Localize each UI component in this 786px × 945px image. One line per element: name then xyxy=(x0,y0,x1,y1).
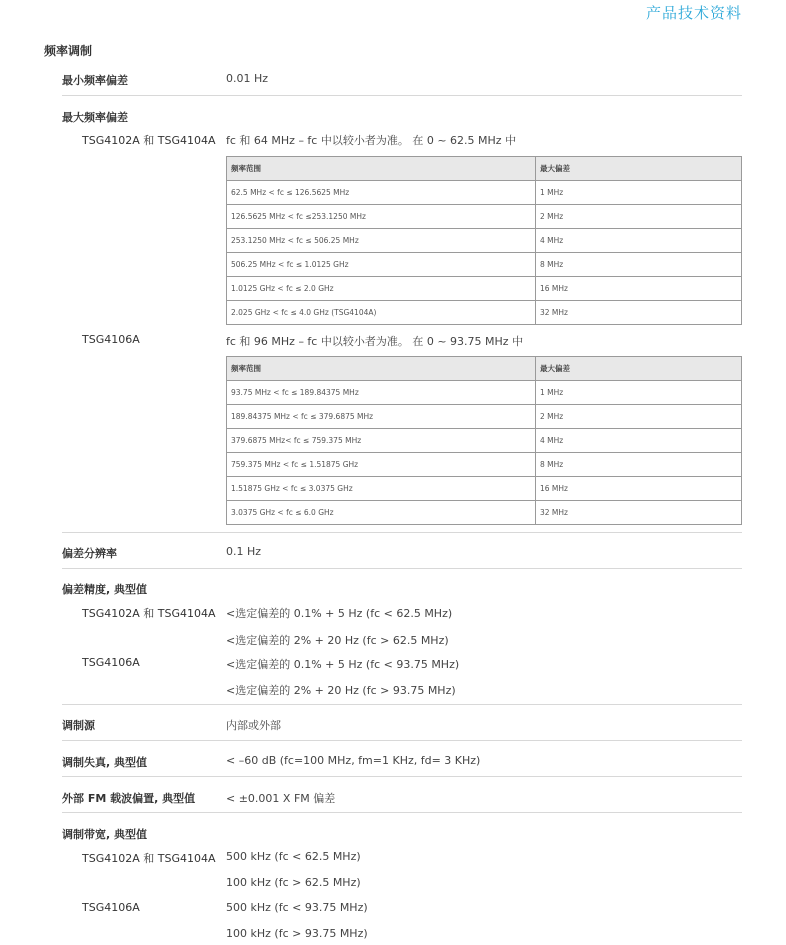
table-row xyxy=(227,205,742,229)
table-cell-deviation: 1 MHz xyxy=(536,381,742,405)
table-header-max-deviation: 最大偏差 xyxy=(536,357,742,381)
max-deviation-desc-1: fc 和 64 MHz – fc 中以较小者为准。 在 0 ~ 62.5 MHz 中 xyxy=(226,134,517,147)
accuracy-value-2a: <选定偏差的 0.1% + 5 Hz (fc < 93.75 MHz) xyxy=(226,658,460,671)
ext-fm-offset-label: 外部 FM 载波偏置, 典型值 xyxy=(62,792,196,805)
min-deviation-value: 0.01 Hz xyxy=(226,72,269,85)
table-header-row xyxy=(227,157,742,181)
bandwidth-models-1: TSG4102A 和 TSG4104A xyxy=(82,852,216,865)
table-cell-deviation: 32 MHz xyxy=(536,501,742,525)
table-cell-deviation: 4 MHz xyxy=(536,229,742,253)
accuracy-value-2b: <选定偏差的 2% + 20 Hz (fc > 93.75 MHz) xyxy=(226,684,456,697)
source-label: 调制源 xyxy=(62,719,95,732)
table-cell-deviation: 16 MHz xyxy=(536,477,742,501)
max-deviation-table-1 xyxy=(226,156,742,325)
accuracy-models-1: TSG4102A 和 TSG4104A xyxy=(82,607,216,620)
divider xyxy=(62,532,742,533)
table-row xyxy=(227,405,742,429)
table-row xyxy=(227,381,742,405)
accuracy-label: 偏差精度, 典型值 xyxy=(62,583,148,596)
table-cell-range: 379.6875 MHz< fc ≤ 759.375 MHz xyxy=(227,429,536,453)
divider xyxy=(62,812,742,813)
table-cell-deviation: 4 MHz xyxy=(536,429,742,453)
table-row xyxy=(227,477,742,501)
table-cell-range: 189.84375 MHz < fc ≤ 379.6875 MHz xyxy=(227,405,536,429)
divider xyxy=(62,704,742,705)
table-cell-deviation: 1 MHz xyxy=(536,181,742,205)
bandwidth-models-2: TSG4106A xyxy=(82,901,140,914)
table-row xyxy=(227,429,742,453)
divider xyxy=(62,740,742,741)
table-cell-range: 93.75 MHz < fc ≤ 189.84375 MHz xyxy=(227,381,536,405)
resolution-value: 0.1 Hz xyxy=(226,545,262,558)
divider xyxy=(62,776,742,777)
table-header-row xyxy=(227,357,742,381)
table-cell-range: 126.5625 MHz < fc ≤253.1250 MHz xyxy=(227,205,536,229)
accuracy-value-1a: <选定偏差的 0.1% + 5 Hz (fc < 62.5 MHz) xyxy=(226,607,453,620)
max-deviation-table-2 xyxy=(226,356,742,525)
distortion-value: < –60 dB (fc=100 MHz, fm=1 KHz, fd= 3 KHz) xyxy=(226,754,481,767)
table-cell-deviation: 8 MHz xyxy=(536,253,742,277)
max-deviation-models-1: TSG4102A 和 TSG4104A xyxy=(82,134,216,147)
divider xyxy=(62,95,742,96)
table-cell-range: 1.0125 GHz < fc ≤ 2.0 GHz xyxy=(227,277,536,301)
table-cell-range: 506.25 MHz < fc ≤ 1.0125 GHz xyxy=(227,253,536,277)
table-row xyxy=(227,501,742,525)
table-row xyxy=(227,229,742,253)
table-header-freq-range: 频率范围 xyxy=(227,157,536,181)
resolution-label: 偏差分辨率 xyxy=(62,547,117,560)
table-cell-deviation: 16 MHz xyxy=(536,277,742,301)
min-deviation-label: 最小频率偏差 xyxy=(62,74,128,87)
table-cell-range: 62.5 MHz < fc ≤ 126.5625 MHz xyxy=(227,181,536,205)
bandwidth-value-1b: 100 kHz (fc > 62.5 MHz) xyxy=(226,876,361,889)
table-row xyxy=(227,301,742,325)
bandwidth-value-1a: 500 kHz (fc < 62.5 MHz) xyxy=(226,850,361,863)
max-deviation-label: 最大频率偏差 xyxy=(62,111,128,124)
table-cell-deviation: 32 MHz xyxy=(536,301,742,325)
table-cell-deviation: 2 MHz xyxy=(536,205,742,229)
table-cell-deviation: 2 MHz xyxy=(536,405,742,429)
table-header-freq-range: 频率范围 xyxy=(227,357,536,381)
bandwidth-value-2a: 500 kHz (fc < 93.75 MHz) xyxy=(226,901,368,914)
section-title: 频率调制 xyxy=(44,44,93,58)
table-cell-range: 2.025 GHz < fc ≤ 4.0 GHz (TSG4104A) xyxy=(227,301,536,325)
table-cell-range: 759.375 MHz < fc ≤ 1.51875 GHz xyxy=(227,453,536,477)
table-cell-deviation: 8 MHz xyxy=(536,453,742,477)
max-deviation-models-2: TSG4106A xyxy=(82,333,140,346)
table-header-max-deviation: 最大偏差 xyxy=(536,157,742,181)
max-deviation-desc-2: fc 和 96 MHz – fc 中以较小者为准。 在 0 ~ 93.75 MHz 中 xyxy=(226,335,524,348)
accuracy-value-1b: <选定偏差的 2% + 20 Hz (fc > 62.5 MHz) xyxy=(226,634,449,647)
table-cell-range: 253.1250 MHz < fc ≤ 506.25 MHz xyxy=(227,229,536,253)
table-row xyxy=(227,277,742,301)
table-row xyxy=(227,181,742,205)
header-title: 产品技术资料 xyxy=(645,4,742,22)
bandwidth-label: 调制带宽, 典型值 xyxy=(62,828,148,841)
table-row xyxy=(227,253,742,277)
ext-fm-offset-value: < ±0.001 X FM 偏差 xyxy=(226,792,336,805)
bandwidth-value-2b: 100 kHz (fc > 93.75 MHz) xyxy=(226,927,368,940)
accuracy-models-2: TSG4106A xyxy=(82,656,140,669)
source-value: 内部或外部 xyxy=(226,719,281,732)
table-row xyxy=(227,453,742,477)
table-cell-range: 3.0375 GHz < fc ≤ 6.0 GHz xyxy=(227,501,536,525)
distortion-label: 调制失真, 典型值 xyxy=(62,756,148,769)
divider xyxy=(62,568,742,569)
table-cell-range: 1.51875 GHz < fc ≤ 3.0375 GHz xyxy=(227,477,536,501)
